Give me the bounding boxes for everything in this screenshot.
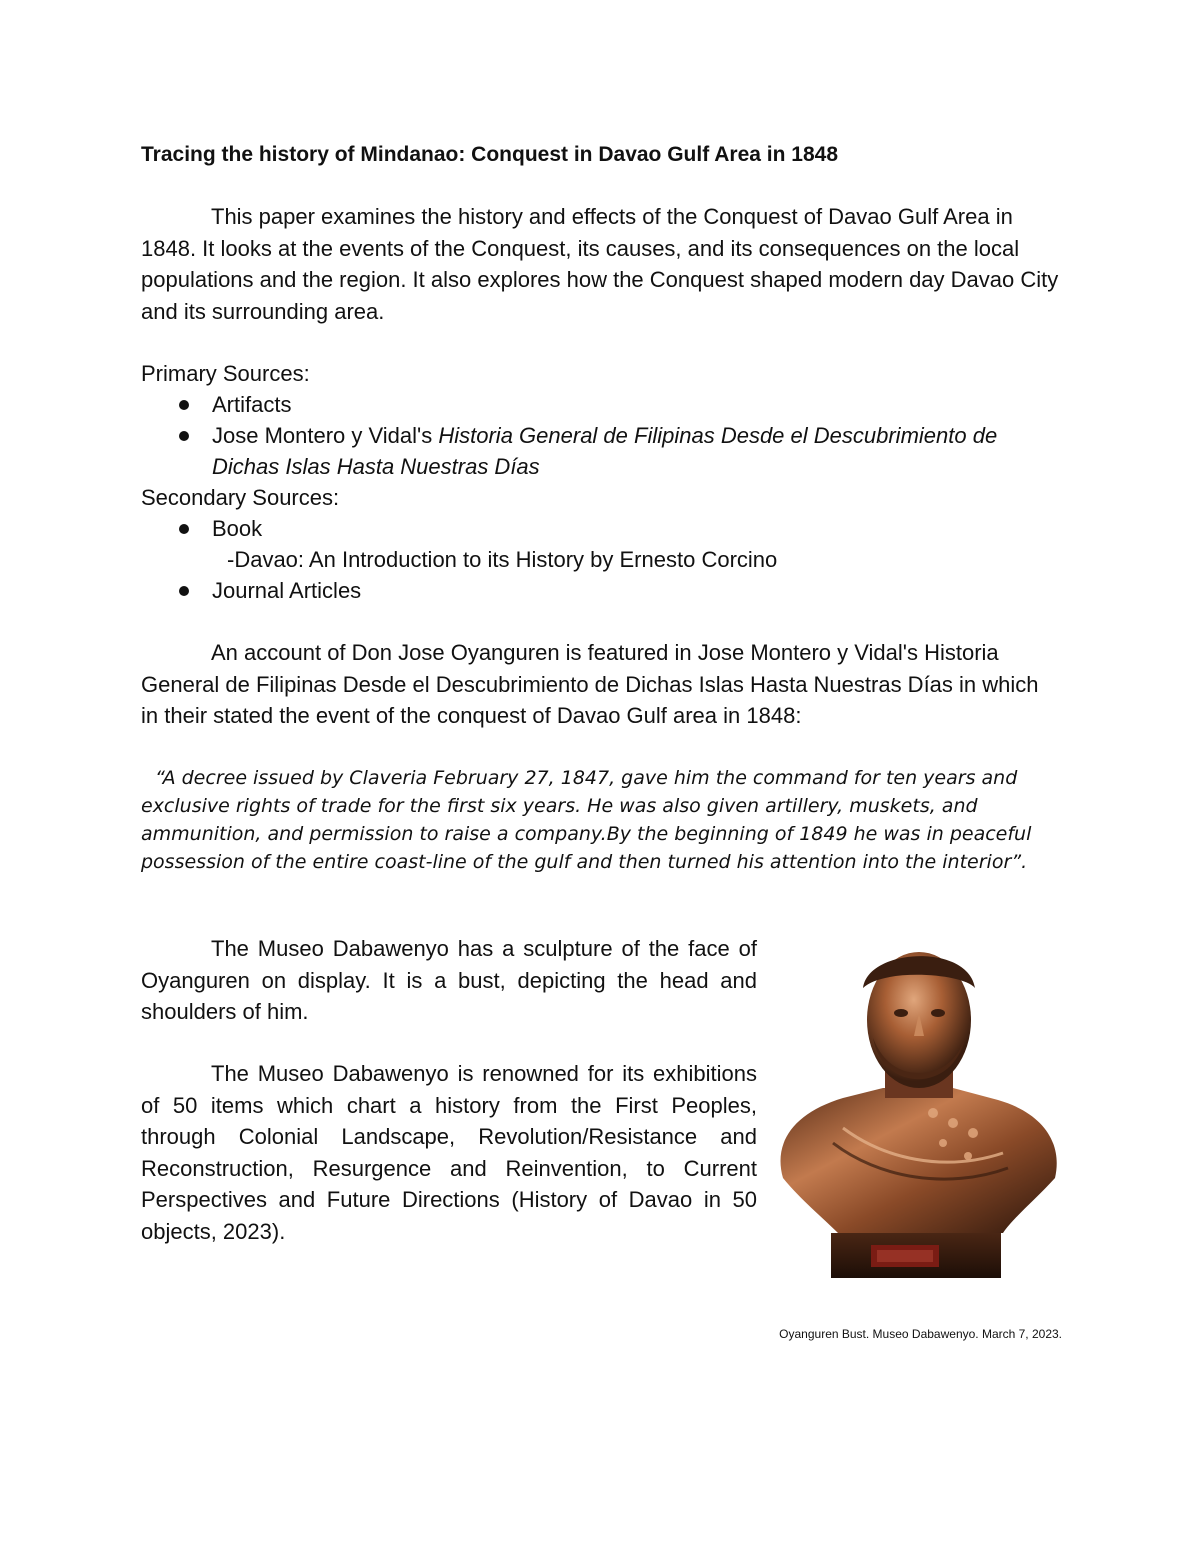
secondary-source-book: Book xyxy=(212,516,263,541)
primary-source-author: Jose Montero y Vidal's xyxy=(212,423,439,448)
list-item xyxy=(141,575,1061,606)
museum-paragraph-1: The Museo Dabawenyo has a sculpture of the face of Oyanguren on display. It is a bust, depicting the head and shoulders of him. xyxy=(141,936,757,1024)
list-item xyxy=(141,513,1061,544)
primary-source-artifacts: Artifacts xyxy=(212,392,292,417)
bullet-icon xyxy=(179,431,189,441)
figure-caption: Oyanguren Bust. Museo Dabawenyo. March 7, 2023. xyxy=(779,1327,1062,1341)
museum-paragraph-2: The Museo Dabawenyo is renowned for its exhibitions of 50 items which chart a history from the First Peoples, through Colonial Landscape, Revolution/Resistance and Reconstruction, Resurgence and Reinvention, to Current Perspectives and Future Directions (History of Davao in 50 objects, 2023). xyxy=(141,1061,757,1244)
secondary-sources-label: Secondary Sources: xyxy=(141,485,340,510)
secondary-sources-list xyxy=(141,513,1061,544)
bullet-icon xyxy=(179,586,189,596)
secondary-source-journals: Journal Articles xyxy=(212,578,362,603)
bullet-icon xyxy=(179,524,189,534)
document-title: Tracing the history of Mindanao: Conquest in Davao Gulf Area in 1848 xyxy=(141,143,838,166)
oyanguren-bust-image xyxy=(773,928,1063,1285)
intro-paragraph: This paper examines the history and effects of the Conquest of Davao Gulf Area in 1848. It looks at the events of the Conquest, its causes, and its consequences on the local populations and the region. It also explores how the Conquest shaped modern day Davao City and its surrounding area. xyxy=(141,204,1059,324)
secondary-sources-list-continued xyxy=(141,575,1061,606)
primary-sources-list xyxy=(141,389,1061,482)
account-paragraph: An account of Don Jose Oyanguren is featured in Jose Montero y Vidal's Historia General de Filipinas Desde el Descubrimiento de Dichas Islas Hasta Nuestras Días in which in their stated the event of the conquest of Davao Gulf area in 1848: xyxy=(141,640,1039,728)
primary-source-book-title: Historia General de Filipinas Desde el Descubrimiento de Dichas Islas Hasta Nuestras Días xyxy=(212,423,998,479)
block-quote: “A decree issued by Claveria February 27, 1847, gave him the command for ten years and exclusive rights of trade for the first six years. He was also given artillery, muskets, and ammunition, and permission to raise a company.By the beginning of 1849 he was in peaceful possession of the entire coast-line of the gulf and then turned his attention into the interior”. xyxy=(141,767,1032,873)
list-item xyxy=(141,389,1061,420)
bullet-icon xyxy=(179,400,189,410)
primary-sources-label: Primary Sources: xyxy=(141,361,310,386)
secondary-source-book-detail: -Davao: An Introduction to its History by Ernesto Corcino xyxy=(227,547,778,572)
list-item xyxy=(141,420,1061,482)
